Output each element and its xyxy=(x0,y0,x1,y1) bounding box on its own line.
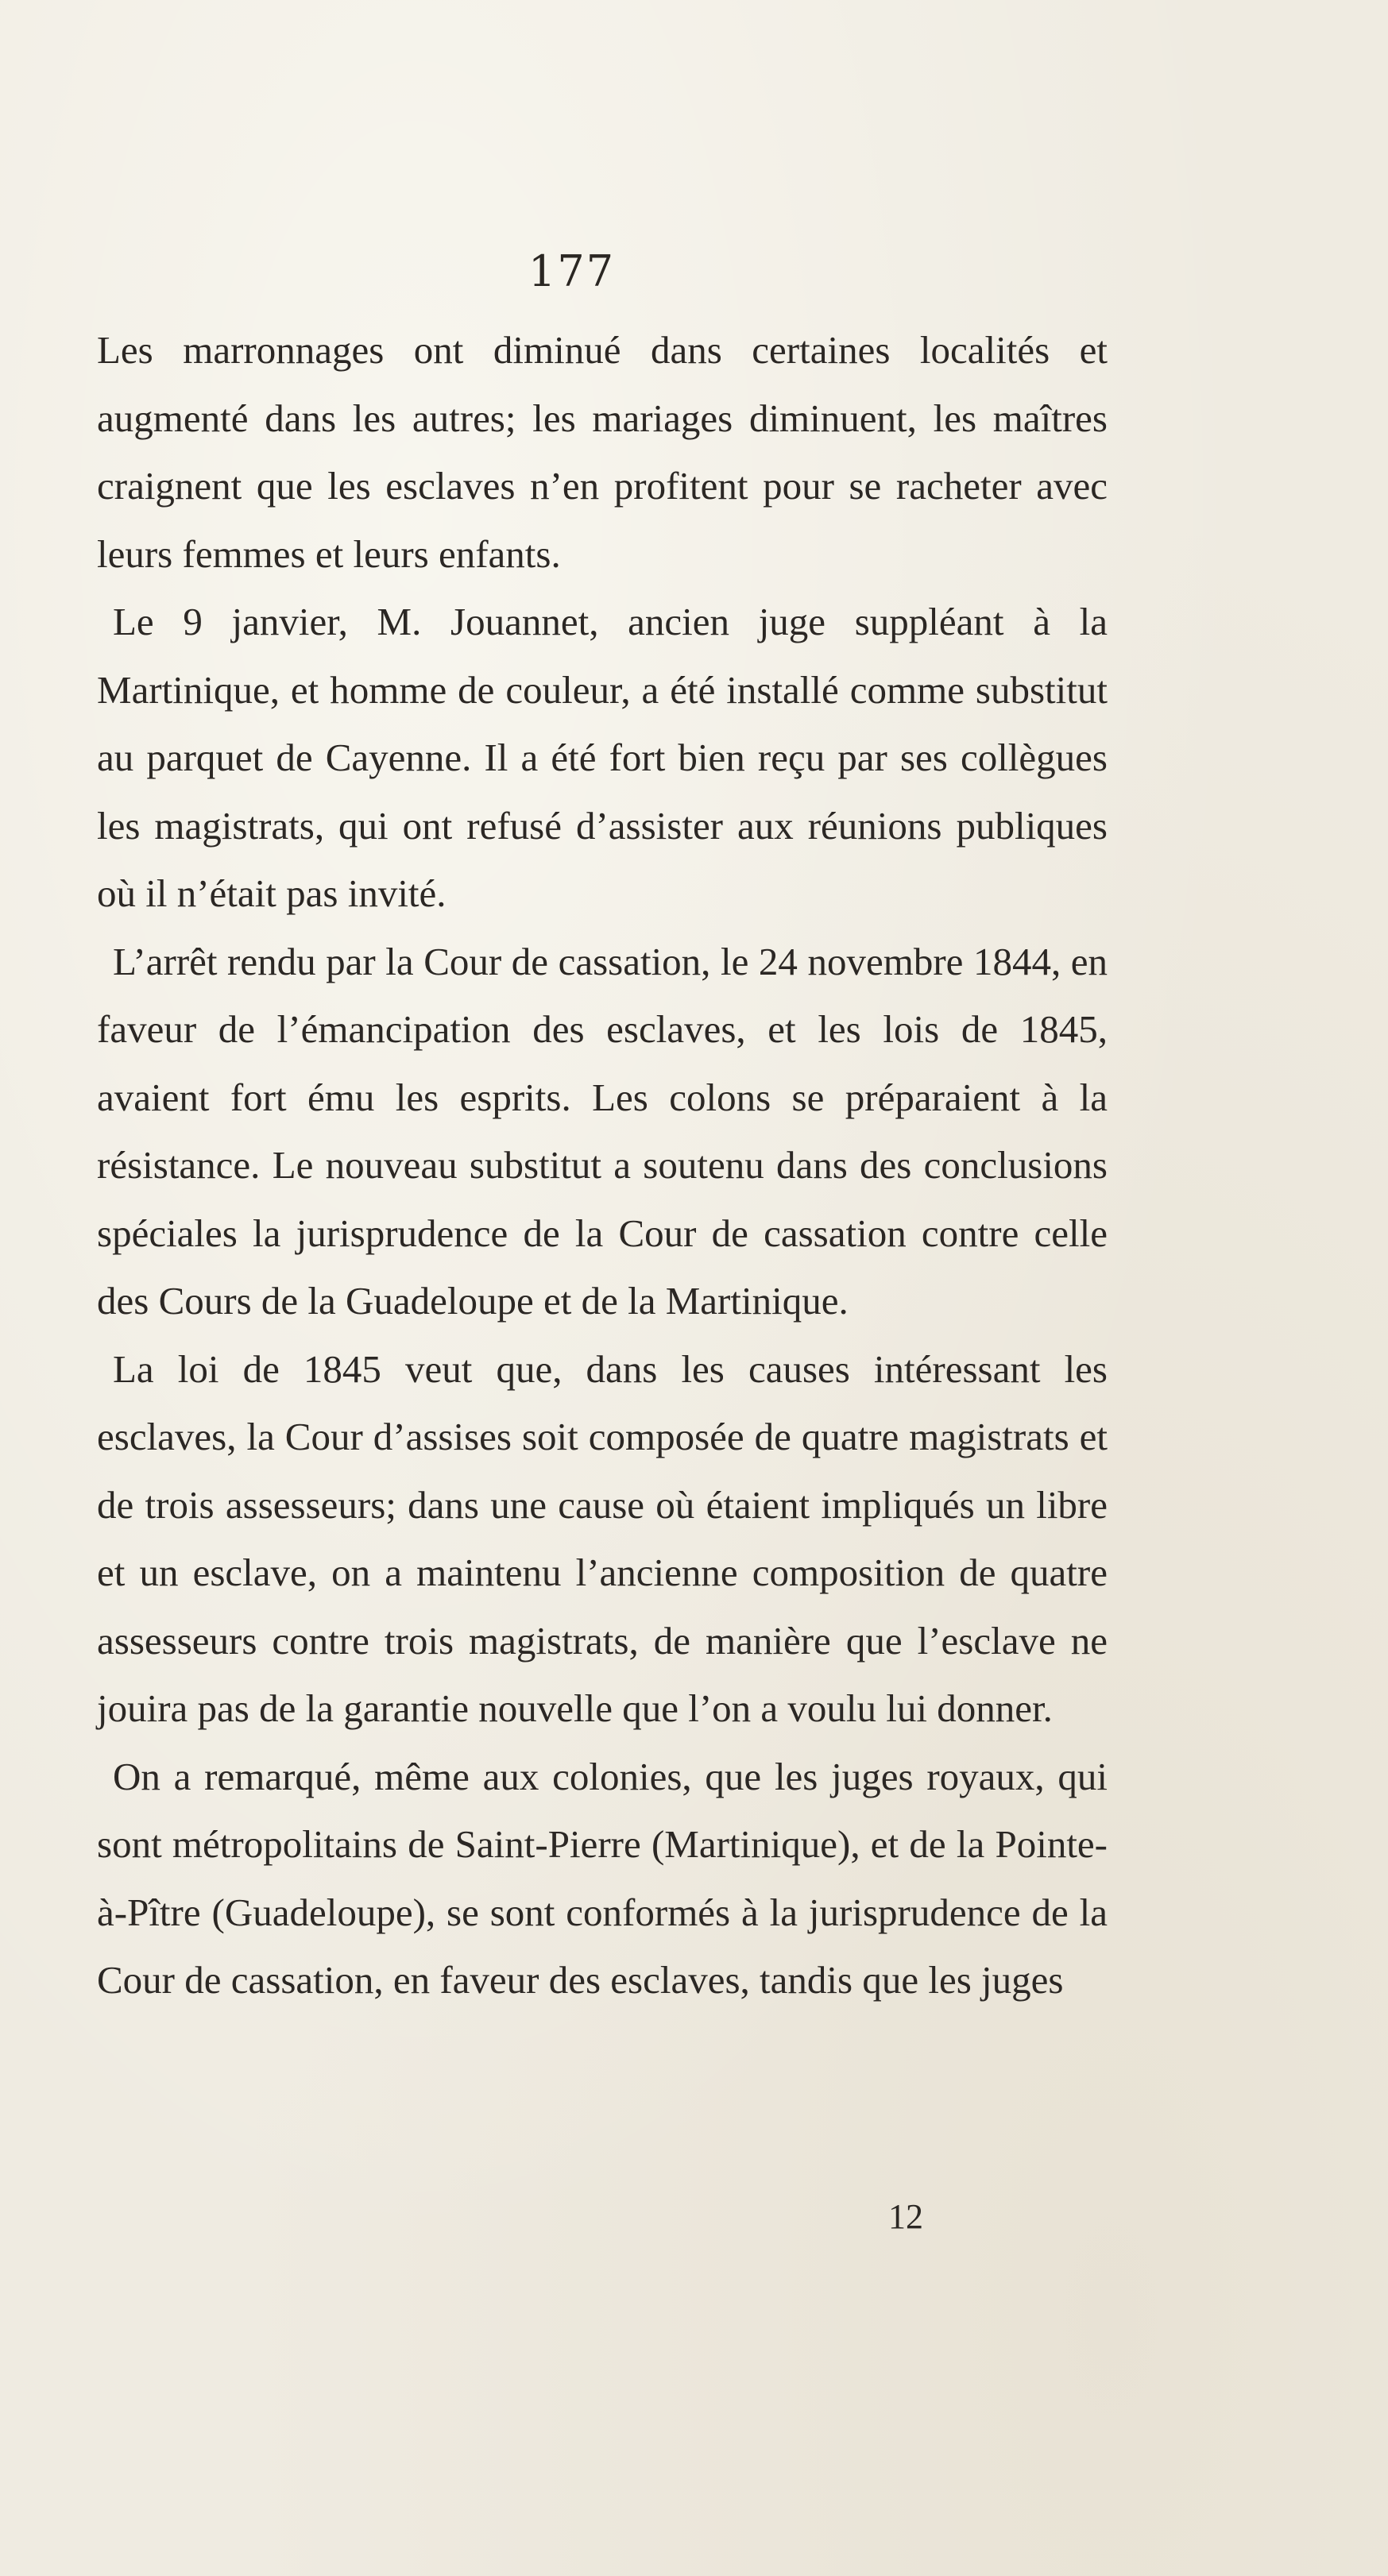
paragraph-loi-1845: La loi de 1845 veut que, dans les causes intéressant les esclaves, la Cour d’assises soit composée de quatre magistrats et de trois assesseurs; dans une cause où étaient impliqués un libre et un esclave, on a maintenu l’ancienne composition de quatre assesseurs contre trois magistrats, de manière que l’esclave ne jouira pas de la garantie nouvelle que l’on a voulu lui donner. xyxy=(97,1346,1108,1730)
paragraph-marronnages: Les marronnages ont diminué dans certaines localités et augmenté dans les autres; les mariages diminuent, les maîtres craignent que les esclaves n’en profitent pour se racheter avec leurs femmes et leurs enfants. xyxy=(97,328,1108,576)
paragraph-juges-royaux: On a remarqué, même aux colonies, que les juges royaux, qui sont métropolitains de Saint-Pierre (Martinique), et de la Pointe-à-Pître (Guadeloupe), se sont conformés à la jurisprudence de la Cour de cassation, en faveur des esclaves, tandis que les juges xyxy=(97,1754,1108,2002)
body-text xyxy=(97,316,1108,2014)
signature-mark: 12 xyxy=(888,2197,923,2236)
paragraph-jouannet: Le 9 janvier, M. Jouannet, ancien juge suppléant à la Martinique, et homme de couleur, a été installé comme substitut au parquet de Cayenne. Il a été fort bien reçu par ses collègues les magistrats, qui ont refusé d’assister aux réunions publiques où il n’était pas invité. xyxy=(97,600,1108,915)
paragraph-cour-de-cassation: L’arrêt rendu par la Cour de cassation, le 24 novembre 1844, en faveur de l’émancipation des esclaves, et les lois de 1845, avaient fort ému les esprits. Les colons se préparaient à la résistance. Le nouveau substitut a soutenu dans des conclusions spéciales la jurisprudence de la Cour de cassation contre celle des Cours de la Guadeloupe et de la Martinique. xyxy=(97,939,1108,1323)
page-number: 177 xyxy=(528,246,616,296)
